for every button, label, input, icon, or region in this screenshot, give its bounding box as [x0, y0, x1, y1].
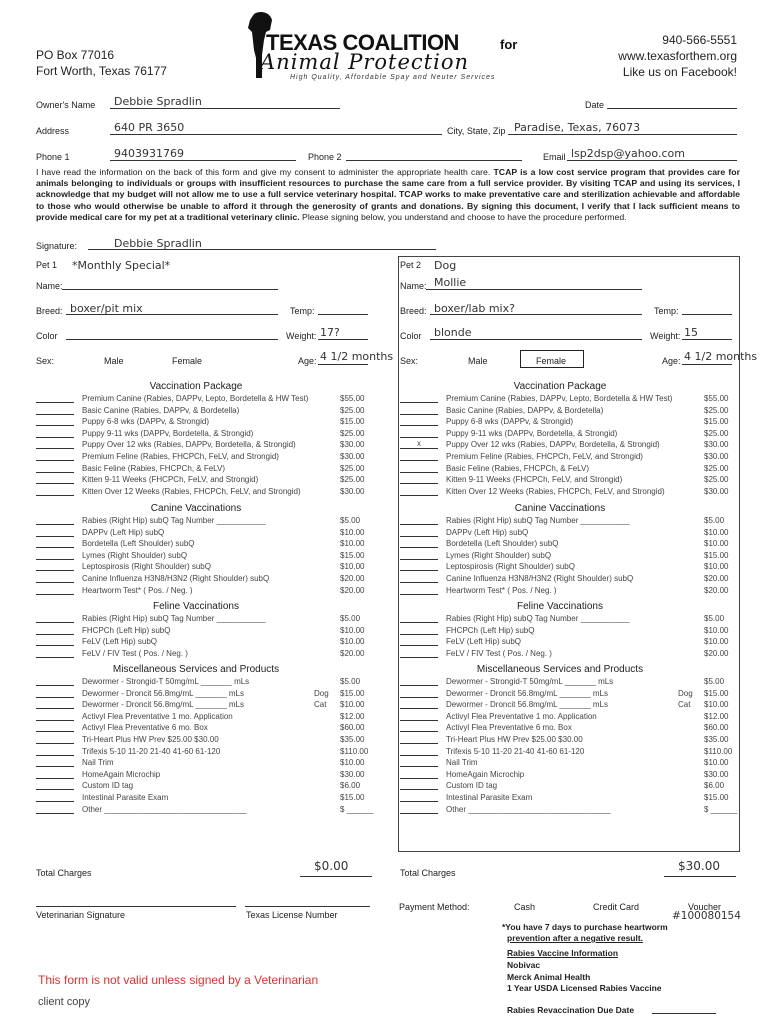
service-price: $25.00 — [704, 463, 729, 473]
pet2-temp-label: Temp: — [654, 306, 679, 316]
service-price: $6.00 — [704, 781, 725, 791]
pet2-misc_services-row[interactable] — [400, 758, 734, 770]
pet1-weight-field[interactable]: 17? — [320, 326, 340, 339]
payment-voucher[interactable]: Voucher — [688, 902, 722, 912]
service-price: $15.00 — [340, 793, 365, 802]
service-price: $5.00 — [340, 614, 361, 623]
pet2-weight-field[interactable]: 15 — [684, 326, 698, 339]
pet1-feline_vaccinations-row[interactable] — [36, 649, 370, 661]
service-description: Premium Canine (Rabies, DAPPv, Lepto, Bordetella & HW Test) — [446, 394, 673, 403]
rabies-revacc-label: Rabies Revaccination Due Date — [507, 1005, 635, 1015]
service-description: Nail Trim — [446, 758, 478, 768]
pet1-vaccination_package-row[interactable] — [36, 452, 370, 464]
service-price: $30.00 — [704, 452, 729, 461]
date-field[interactable] — [607, 108, 737, 109]
service-price: $25.00 — [340, 463, 365, 473]
service-description: Rabies (Right Hip) subQ Tag Number ___________ — [446, 614, 630, 623]
pet2-canine_vaccinations-row[interactable] — [400, 528, 734, 540]
phone1-field[interactable]: 9403931769 — [114, 147, 184, 160]
logo-tagline: High Quality, Affordable Spay and Neuter Services — [290, 74, 496, 81]
service-price: $5.00 — [704, 614, 725, 623]
pet1-vaccination_package-row[interactable] — [36, 406, 370, 418]
service-description: Activyl Flea Preventative 1 mo. Application — [82, 711, 233, 721]
pet2-vaccination_package-row[interactable] — [400, 464, 734, 476]
service-description: Custom ID tag — [446, 781, 498, 791]
pet2-canine_vaccinations-row[interactable] — [400, 516, 734, 528]
heartworm-note-1: *You have 7 days to purchase heartworm — [502, 922, 668, 932]
pet2-selected-mark: x — [417, 439, 421, 449]
service-description: FeLV / FIV Test ( Pos. / Neg. ) — [446, 648, 552, 658]
service-description: Rabies (Right Hip) subQ Tag Number ___________ — [446, 516, 630, 525]
pet2-misc_services-row[interactable] — [400, 747, 734, 759]
pet2-misc_services-row[interactable] — [400, 793, 734, 805]
service-price: $20.00 — [340, 648, 365, 658]
service-description: Basic Canine (Rabies, DAPPv, & Bordetella) — [82, 405, 240, 415]
service-description: DAPPv (Left Hip) subQ — [82, 527, 165, 537]
service-description: DAPPv (Left Hip) subQ — [446, 527, 529, 537]
service-description: Tri-Heart Plus HW Prev $25.00 $30.00 — [446, 735, 583, 744]
pet2-vaccination_package-row[interactable] — [400, 487, 734, 499]
service-price: $10.00 — [704, 527, 729, 537]
vet-signature-label: Veterinarian Signature — [36, 910, 126, 920]
service-price: $10.00 — [340, 637, 365, 647]
service-description: Puppy 9-11 wks (DAPPv, Bordetella, & Strongid) — [82, 428, 254, 438]
service-price: $ ______ — [704, 804, 738, 814]
pet2-total-label: Total Charges — [400, 868, 456, 878]
service-description: Premium Feline (Rabies, FHCPCh, FeLV, and Strongid) — [446, 452, 643, 461]
pet1-vaccination_package-row[interactable] — [36, 429, 370, 441]
service-description: Premium Canine (Rabies, DAPPv, Lepto, Bordetella & HW Test) — [82, 394, 309, 403]
service-description: Dewormer - Strongid-T 50mg/mL _______ mLs — [82, 677, 250, 686]
service-price: $30.00 — [704, 769, 729, 779]
pet1-misc_services-row[interactable] — [36, 804, 374, 817]
service-description: Tri-Heart Plus HW Prev $25.00 $30.00 — [82, 735, 219, 744]
city-field[interactable]: Paradise, Texas, 76073 — [514, 121, 641, 134]
pet2-misc_services-row[interactable] — [400, 723, 734, 735]
service-species: Dog — [678, 688, 693, 698]
service-description: Bordetella (Left Shoulder) subQ — [446, 539, 559, 549]
revacc-date-field[interactable] — [652, 1013, 716, 1014]
service-description: Intestinal Parasite Exam — [446, 793, 533, 802]
service-description: Other ________________________________ — [446, 804, 611, 814]
service-price: $15.00 — [704, 793, 729, 802]
rabies-merck: Merck Animal Health — [507, 972, 591, 982]
service-price: $10.00 — [340, 625, 365, 635]
service-price: $60.00 — [704, 723, 729, 733]
city-label: City, State, Zip — [447, 126, 506, 136]
pet1-breed-label: Breed: — [36, 306, 63, 316]
service-price: $30.00 — [340, 440, 365, 450]
pet1-feline_vaccinations-row[interactable] — [36, 626, 370, 638]
org-facebook[interactable]: Like us on Facebook! — [622, 65, 737, 79]
service-price: $15.00 — [340, 550, 365, 560]
service-description: Basic Feline (Rabies, FHCPCh, & FeLV) — [82, 463, 226, 473]
pet1-vaccination_package-row[interactable] — [36, 475, 370, 487]
pet1-vaccination_package-row[interactable] — [36, 394, 370, 406]
service-price: $10.00 — [340, 758, 365, 768]
rabies-info-heading: Rabies Vaccine Information — [507, 948, 619, 958]
address-label: Address — [36, 126, 70, 136]
date-label: Date — [585, 100, 605, 110]
pet2-age-label: Age: — [662, 356, 681, 366]
email-label: Email — [543, 152, 566, 162]
pet2-vaccination_package-row[interactable] — [400, 417, 734, 429]
pet1-feline_vaccinations-row[interactable] — [36, 637, 370, 649]
pet1-canine_vaccinations-row[interactable] — [36, 586, 370, 598]
pet1-section-vacc_package: Vaccination Package — [149, 381, 243, 392]
service-description: Dewormer - Droncit 56.8mg/mL _______ mLs — [446, 700, 608, 710]
address-field[interactable]: 640 PR 3650 — [114, 121, 185, 134]
service-price: $60.00 — [340, 723, 365, 733]
owner-name-field[interactable]: Debbie Spradlin — [114, 95, 202, 108]
phone1-label: Phone 1 — [36, 152, 70, 162]
service-price: $10.00 — [340, 539, 365, 549]
pet1-note: *Monthly Special* — [72, 259, 171, 272]
pet1-total-value: $0.00 — [314, 859, 349, 873]
consent-paragraph — [36, 167, 740, 223]
service-price: $30.00 — [340, 452, 365, 461]
pet2-canine_vaccinations-row[interactable] — [400, 551, 734, 563]
service-price: $110.00 — [340, 746, 369, 756]
pet2-breed-field[interactable]: boxer/lab mix? — [434, 302, 515, 315]
pet2-feline_vaccinations-row[interactable] — [400, 649, 734, 661]
email-field[interactable]: lsp2dsp@yahoo.com — [571, 147, 685, 160]
pet2-temp-field[interactable] — [682, 314, 732, 315]
service-description: Trifexis 5-10 11-20 21-40 41-60 61-120 — [82, 746, 221, 756]
service-description: Puppy Over 12 wks (Rabies, DAPPv, Bordetella, & Strongid) — [446, 440, 660, 450]
pet1-temp-label: Temp: — [290, 306, 315, 316]
service-description: Puppy Over 12 wks (Rabies, DAPPv, Bordetella, & Strongid) — [82, 440, 296, 450]
service-price: $30.00 — [340, 486, 365, 496]
consent-text-intro: I have read the information on the back of this form and give my consent to administer the appropriate health care. — [36, 167, 494, 177]
signature-label: Signature: — [36, 241, 78, 251]
pet1-misc_services-row[interactable] — [36, 723, 370, 735]
pet2-feline_vaccinations-row[interactable] — [400, 626, 734, 638]
service-price: $30.00 — [704, 440, 729, 450]
service-price: $110.00 — [704, 746, 733, 756]
signature-field[interactable]: Debbie Spradlin — [114, 237, 202, 250]
pet2-feline_vaccinations-row[interactable] — [400, 637, 734, 649]
voucher-number: #100080154 — [672, 910, 741, 922]
pet1-age-field[interactable]: 4 1/2 months — [320, 350, 394, 363]
service-description: Rabies (Right Hip) subQ Tag Number ___________ — [82, 614, 266, 623]
logo-script: Animal Protection — [260, 50, 469, 74]
service-description: FHCPCh (Left Hip) subQ — [82, 625, 171, 635]
service-description: Puppy 6-8 wks (DAPPv, & Strongid) — [446, 417, 574, 427]
service-description: Bordetella (Left Shoulder) subQ — [82, 539, 195, 549]
service-price: $25.00 — [704, 405, 729, 415]
pet2-misc_services-row[interactable] — [400, 689, 734, 701]
pet1-vaccination_package-row[interactable] — [36, 464, 370, 476]
pet1-canine_vaccinations-row[interactable] — [36, 516, 370, 528]
pet2-color-field[interactable]: blonde — [434, 326, 472, 339]
pet2-weight-label: Weight: — [650, 331, 681, 341]
pet2-canine_vaccinations-row[interactable] — [400, 574, 734, 586]
heartworm-note-2: prevention after a negative result. — [507, 933, 644, 943]
pet1-name-label: Name: — [36, 281, 63, 291]
service-description: Dewormer - Droncit 56.8mg/mL _______ mLs — [446, 688, 608, 698]
pet2-vaccination_package-row[interactable] — [400, 394, 734, 406]
pet1-canine_vaccinations-row[interactable] — [36, 562, 370, 574]
service-description: Canine Influenza H3N8/H3N2 (Right Shoulder) subQ — [82, 574, 270, 583]
pet2-vaccination_package-row[interactable] — [400, 440, 734, 452]
pet1-section-canine_vacc: Canine Vaccinations — [150, 503, 242, 514]
pet2-vaccination_package-row[interactable] — [400, 452, 734, 464]
service-price: $25.00 — [340, 475, 365, 485]
service-price: $10.00 — [704, 625, 729, 635]
pet1-sex-female[interactable]: Female — [172, 356, 203, 366]
pet1-misc_services-row[interactable] — [36, 735, 370, 747]
payment-cash[interactable]: Cash — [514, 902, 536, 912]
pet1-section-misc: Miscellaneous Services and Products — [112, 664, 280, 675]
license-label: Texas License Number — [246, 910, 338, 920]
service-species: Dog — [314, 688, 329, 698]
service-price: $5.00 — [704, 516, 725, 525]
service-description: HomeAgain Microchip — [82, 769, 161, 779]
pet1-section-feline_vacc: Feline Vaccinations — [153, 601, 239, 612]
pet2-vaccination_package-row[interactable] — [400, 429, 734, 441]
pet2-age-field[interactable]: 4 1/2 months — [684, 350, 758, 363]
pet1-total-label: Total Charges — [36, 868, 92, 878]
service-description: FHCPCh (Left Hip) subQ — [446, 625, 535, 635]
logo-title: TEXAS COALITION — [266, 30, 459, 55]
service-price: $35.00 — [704, 735, 729, 744]
logo-for: for — [500, 37, 518, 52]
pet2-misc_services-row[interactable] — [400, 735, 734, 747]
pet2-canine_vaccinations-row[interactable] — [400, 562, 734, 574]
pet1-canine_vaccinations-row[interactable] — [36, 551, 370, 563]
service-price: $10.00 — [704, 637, 729, 647]
service-description: Heartworm Test* ( Pos. / Neg. ) — [82, 585, 193, 595]
service-description: FeLV / FIV Test ( Pos. / Neg. ) — [82, 648, 188, 658]
service-description: Lymes (Right Shoulder) subQ — [446, 550, 552, 560]
service-description: Activyl Flea Preventative 6 mo. Box — [82, 723, 208, 733]
service-price: $55.00 — [340, 394, 365, 403]
consent-text-outro: Please signing below, you understand and choose to have the procedure performed. — [299, 211, 627, 222]
service-price: $15.00 — [704, 688, 729, 698]
service-price: $15.00 — [340, 688, 365, 698]
service-description: Premium Feline (Rabies, FHCPCh, FeLV, and Strongid) — [82, 452, 279, 461]
service-description: Custom ID tag — [82, 781, 134, 791]
pet1-temp-field[interactable] — [318, 314, 368, 315]
pet1-color-label: Color — [36, 331, 58, 341]
pet1-misc_services-row[interactable] — [36, 747, 370, 759]
pet2-female-selected-circle — [520, 350, 584, 368]
pet2-feline_vaccinations-row[interactable] — [400, 614, 734, 626]
service-price: $15.00 — [704, 417, 729, 427]
service-price: $20.00 — [704, 574, 729, 583]
service-price: $55.00 — [704, 394, 729, 403]
pet2-misc_services-row[interactable] — [400, 700, 734, 712]
pet2-color-label: Color — [400, 331, 422, 341]
service-price: $25.00 — [340, 405, 365, 415]
service-price: $20.00 — [340, 574, 365, 583]
pet1-feline_vaccinations-row[interactable] — [36, 614, 370, 626]
client-copy-label: client copy — [38, 996, 90, 1008]
pet1-misc_services-row[interactable] — [36, 700, 370, 712]
service-price: $ ______ — [340, 804, 374, 814]
service-price: $10.00 — [704, 758, 729, 768]
pet1-weight-label: Weight: — [286, 331, 317, 341]
service-description: Heartworm Test* ( Pos. / Neg. ) — [446, 585, 557, 595]
service-description: Kitten Over 12 Weeks (Rabies, FHCPCh, FeLV, and Strongid) — [446, 486, 665, 496]
service-price: $25.00 — [340, 428, 365, 438]
service-description: Leptospirosis (Right Shoulder) subQ — [446, 562, 575, 572]
pet2-section-canine_vacc: Canine Vaccinations — [514, 503, 606, 514]
pet2-label: Pet 2 — [400, 260, 422, 270]
service-species: Cat — [314, 700, 327, 710]
pet1-canine_vaccinations-row[interactable] — [36, 528, 370, 540]
service-description: Dewormer - Strongid-T 50mg/mL _______ mLs — [446, 677, 614, 686]
phone2-field[interactable] — [346, 160, 522, 161]
pet2-misc_services-row[interactable] — [400, 770, 734, 782]
service-price: $12.00 — [704, 711, 729, 721]
service-description: Canine Influenza H3N8/H3N2 (Right Shoulder) subQ — [446, 574, 634, 583]
service-price: $5.00 — [704, 677, 725, 686]
pet2-section-vacc_package: Vaccination Package — [513, 381, 607, 392]
rabies-nobivac: Nobivac — [507, 960, 541, 970]
consent-text-bold: TCAP is a low cost service program that provides care for animals belonging to individuals or groups with insufficient resources to purchase the same care from a full service provider. By visiting TCAP and using its services, I acknowledge that my budget will not allow me to use a full service veterinary hospital. TCAP works to make preventative care and sterilization achievable and affordable to those who would otherwise be unable to afford it through the generosity of grants and donations. By signing this document, I verify that I lack sufficient means to provide medical care for my pet at a traditional veterinary clinic. — [36, 167, 740, 222]
service-description: Puppy 9-11 wks (DAPPv, Bordetella, & Strongid) — [446, 428, 618, 438]
service-description: Nail Trim — [82, 758, 114, 768]
pet2-name-label: Name: — [400, 281, 427, 291]
pet1-vaccination_package-row[interactable] — [36, 440, 370, 452]
pet2-note: Dog — [434, 259, 457, 272]
pet1-breed-field[interactable]: boxer/pit mix — [70, 302, 143, 315]
pet2-sex-female[interactable]: Female — [536, 356, 567, 366]
service-description: Dewormer - Droncit 56.8mg/mL _______ mLs — [82, 688, 244, 698]
pet1-label: Pet 1 — [36, 260, 58, 270]
service-description: FeLV (Left Hip) subQ — [446, 637, 521, 647]
pet1-misc_services-row[interactable] — [36, 770, 370, 782]
service-price: $10.00 — [704, 562, 729, 572]
logo — [240, 10, 530, 85]
service-description: Other ________________________________ — [82, 804, 247, 814]
pet2-misc_services-row[interactable] — [400, 712, 734, 724]
service-price: $25.00 — [704, 475, 729, 485]
service-description: Leptospirosis (Right Shoulder) subQ — [82, 562, 211, 572]
service-description: HomeAgain Microchip — [446, 769, 525, 779]
service-description: Kitten 9-11 Weeks (FHCPCh, FeLV, and Strongid) — [82, 475, 259, 485]
service-description: Activyl Flea Preventative 1 mo. Application — [446, 711, 597, 721]
service-description: Rabies (Right Hip) subQ Tag Number ___________ — [82, 516, 266, 525]
org-phone: 940-566-5551 — [662, 33, 737, 47]
pet2-sex-male[interactable]: Male — [468, 356, 488, 366]
validity-warning: This form is not valid unless signed by a Veterinarian — [38, 973, 319, 987]
service-price: $15.00 — [704, 550, 729, 560]
pet2-vaccination_package-row[interactable] — [400, 475, 734, 487]
pet1-sex-male[interactable]: Male — [104, 356, 124, 366]
pet2-canine_vaccinations-row[interactable] — [400, 586, 734, 598]
service-price: $10.00 — [704, 700, 729, 710]
service-price: $6.00 — [340, 781, 361, 791]
pet1-misc_services-row[interactable] — [36, 677, 370, 689]
service-price: $10.00 — [340, 562, 365, 572]
pet2-misc_services-row[interactable] — [400, 781, 734, 793]
service-price: $15.00 — [340, 417, 365, 427]
pet2-misc_services-row[interactable] — [400, 804, 738, 817]
pet1-misc_services-row[interactable] — [36, 712, 370, 724]
service-price: $5.00 — [340, 677, 361, 686]
phone2-label: Phone 2 — [308, 152, 342, 162]
service-price: $20.00 — [340, 585, 365, 595]
service-description: Basic Feline (Rabies, FHCPCh, & FeLV) — [446, 463, 590, 473]
pet2-sex-label: Sex: — [400, 356, 419, 366]
service-description: Intestinal Parasite Exam — [82, 793, 169, 802]
service-description: Puppy 6-8 wks (DAPPv, & Strongid) — [82, 417, 210, 427]
pet1-age-label: Age: — [298, 356, 317, 366]
pet1-sex-label: Sex: — [36, 356, 55, 366]
org-website[interactable]: www.texasforthem.org — [618, 49, 737, 63]
service-price: $12.00 — [340, 711, 365, 721]
pet1-misc_services-row[interactable] — [36, 689, 370, 701]
service-description: Trifexis 5-10 11-20 21-40 41-60 61-120 — [446, 746, 585, 756]
pet1-misc_services-row[interactable] — [36, 781, 370, 793]
service-species: Cat — [678, 700, 691, 710]
pet2-name-field[interactable]: Mollie — [434, 276, 467, 289]
pet2-canine_vaccinations-row[interactable] — [400, 539, 734, 551]
owner-name-label: Owner's Name — [36, 100, 96, 110]
org-po-box: PO Box 77016 — [36, 48, 115, 62]
service-price: $10.00 — [340, 527, 365, 537]
service-description: Kitten 9-11 Weeks (FHCPCh, FeLV, and Strongid) — [446, 475, 623, 485]
service-price: $35.00 — [340, 735, 365, 744]
service-description: Kitten Over 12 Weeks (Rabies, FHCPCh, FeLV, and Strongid) — [82, 486, 301, 496]
service-price: $30.00 — [340, 769, 365, 779]
pet2-total-value: $30.00 — [678, 859, 720, 873]
pet2-section-misc: Miscellaneous Services and Products — [476, 664, 644, 675]
pet1-vaccination_package-row[interactable] — [36, 487, 370, 499]
pet1-canine_vaccinations-row[interactable] — [36, 574, 370, 586]
service-price: $20.00 — [704, 648, 729, 658]
org-city: Fort Worth, Texas 76177 — [36, 64, 167, 78]
payment-method-label: Payment Method: — [399, 902, 470, 912]
service-description: Dewormer - Droncit 56.8mg/mL _______ mLs — [82, 700, 244, 710]
pet1-vaccination_package-row[interactable] — [36, 417, 370, 429]
pet1-canine_vaccinations-row[interactable] — [36, 539, 370, 551]
service-description: Lymes (Right Shoulder) subQ — [82, 550, 188, 560]
rabies-usda: 1 Year USDA Licensed Rabies Vaccine — [507, 983, 662, 993]
pet2-section-feline_vacc: Feline Vaccinations — [517, 601, 603, 612]
service-price: $30.00 — [704, 486, 729, 496]
service-price: $20.00 — [704, 585, 729, 595]
pet1-misc_services-row[interactable] — [36, 758, 370, 770]
service-description: Activyl Flea Preventative 6 mo. Box — [446, 723, 572, 733]
service-description: FeLV (Left Hip) subQ — [82, 637, 157, 647]
service-price: $25.00 — [704, 428, 729, 438]
service-description: Basic Canine (Rabies, DAPPv, & Bordetella) — [446, 405, 604, 415]
pet2-breed-label: Breed: — [400, 306, 427, 316]
service-price: $5.00 — [340, 516, 361, 525]
pet2-misc_services-row[interactable] — [400, 677, 734, 689]
pet2-vaccination_package-row[interactable] — [400, 406, 734, 418]
service-price: $10.00 — [704, 539, 729, 549]
pet1-misc_services-row[interactable] — [36, 793, 370, 805]
service-price: $10.00 — [340, 700, 365, 710]
payment-credit-card[interactable]: Credit Card — [593, 902, 640, 912]
